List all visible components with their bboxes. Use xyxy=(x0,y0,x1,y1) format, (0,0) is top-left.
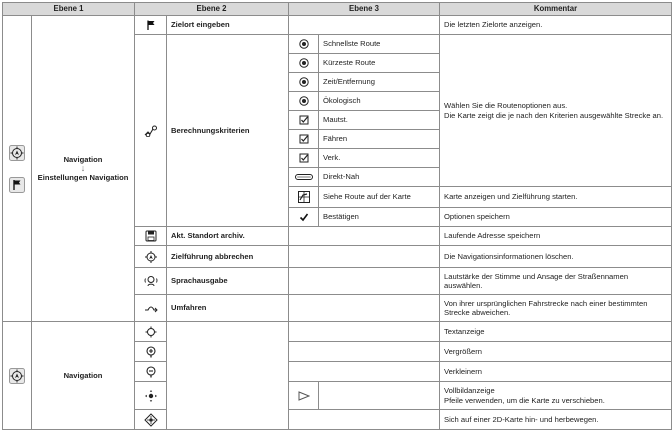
play-triangle-icon[interactable] xyxy=(289,382,319,410)
2d-map-comment: Sich auf einer 2D-Karte hin- und herbewegen. xyxy=(440,410,672,430)
abbrechen-label[interactable]: Zielführung abbrechen xyxy=(167,246,289,268)
fullscreen-level3-empty xyxy=(319,382,440,410)
option-direkt-nah[interactable]: Direkt-Nah xyxy=(319,168,440,187)
zoom-in-comment: Vergrößern xyxy=(440,342,672,362)
checkbox-icon[interactable] xyxy=(289,111,319,130)
detour-icon xyxy=(144,303,158,313)
header-kommentar: Kommentar xyxy=(440,3,672,16)
zielort-label[interactable]: Zielort eingeben xyxy=(167,16,289,35)
zoom-in-row[interactable] xyxy=(135,342,167,362)
map-route-comment: Karte anzeigen und Zielführung starten. xyxy=(440,187,672,208)
route-criteria-icon xyxy=(144,125,158,137)
checkbox-icon[interactable] xyxy=(289,149,319,168)
navigation-compass-icon xyxy=(9,145,25,161)
map-route-icon[interactable] xyxy=(289,187,319,208)
umfahren-comment: Von ihrer ursprünglichen Fahrstrecke nach einer bestimmten Strecke abweichen. xyxy=(440,295,672,322)
sprache-label[interactable]: Sprachausgabe xyxy=(167,268,289,295)
flag-icon xyxy=(9,177,25,193)
option-schnellste-route[interactable]: Schnellste Route xyxy=(319,35,440,54)
zoom-in-icon xyxy=(145,346,157,358)
option-verk[interactable]: Verk. xyxy=(319,149,440,168)
berechnung-icon-cell xyxy=(135,35,167,227)
zoom-out-comment: Verkleinern xyxy=(440,362,672,382)
save-disk-icon xyxy=(145,230,157,242)
header-ebene-2: Ebene 2 xyxy=(135,3,289,16)
section1-icons xyxy=(3,16,32,322)
2d-map-row[interactable] xyxy=(135,410,167,430)
menu-table xyxy=(2,2,672,430)
standort-level3-empty xyxy=(289,227,440,246)
abbrechen-row xyxy=(135,246,167,268)
standort-row xyxy=(135,227,167,246)
umfahren-row xyxy=(135,295,167,322)
header-ebene-3: Ebene 3 xyxy=(289,3,440,16)
berechnung-comment-line1: Wählen Sie die Routenoptionen aus. xyxy=(444,101,568,111)
level1-title: Navigation xyxy=(63,154,103,164)
move-map-row[interactable] xyxy=(135,382,167,410)
zielort-level3-empty xyxy=(289,16,440,35)
standort-comment: Laufende Adresse speichern xyxy=(440,227,672,246)
abbrechen-level3-empty xyxy=(289,246,440,268)
checkbox-icon[interactable] xyxy=(289,130,319,149)
crosshair-row[interactable] xyxy=(135,322,167,342)
radio-icon[interactable] xyxy=(289,92,319,111)
radio-icon[interactable] xyxy=(289,54,319,73)
option-faehren[interactable]: Fähren xyxy=(319,130,440,149)
header-ebene-1: Ebene 1 xyxy=(3,3,135,16)
move-map-comment-line2: Pfeile verwenden, um die Karte zu verschieben. xyxy=(444,395,605,405)
umfahren-level3-empty xyxy=(289,295,440,322)
2d-map-icon xyxy=(144,413,158,427)
down-arrow-icon: ↓ xyxy=(80,163,86,173)
checkmark-icon[interactable] xyxy=(289,208,319,227)
confirm-comment: Optionen speichern xyxy=(440,208,672,227)
sprache-row xyxy=(135,268,167,295)
option-kuerzeste-route[interactable]: Kürzeste Route xyxy=(319,54,440,73)
crosshair-comment: Textanzeige xyxy=(440,322,672,342)
map-route-label[interactable]: Siehe Route auf der Karte xyxy=(319,187,440,208)
crosshair-level3-empty xyxy=(289,322,440,342)
zielort-row xyxy=(135,16,167,35)
sprache-comment: Lautstärke der Stimme und Ansage der Straßennamen auswählen. xyxy=(440,268,672,295)
confirm-label[interactable]: Bestätigen xyxy=(319,208,440,227)
voice-icon xyxy=(144,275,158,287)
zoom-out-row[interactable] xyxy=(135,362,167,382)
flag-icon xyxy=(145,19,157,31)
zielort-comment: Die letzten Zielorte anzeigen. xyxy=(440,16,672,35)
level1-navigation-settings[interactable] xyxy=(32,16,135,322)
berechnung-label[interactable]: Berechnungskriterien xyxy=(167,35,289,227)
section2-level2-empty xyxy=(167,322,289,430)
sprache-level3-empty xyxy=(289,268,440,295)
header-row xyxy=(3,3,672,16)
option-mautst[interactable]: Mautst. xyxy=(319,111,440,130)
move-map-comment xyxy=(440,382,672,410)
level1-subtitle: Einstellungen Navigation xyxy=(37,173,129,182)
crosshair-icon xyxy=(145,326,157,338)
level1-navigation[interactable]: Navigation xyxy=(32,322,135,430)
option-oekologisch[interactable]: Ökologisch xyxy=(319,92,440,111)
zoom-out-icon xyxy=(145,366,157,378)
option-zeit-entfernung[interactable]: Zeit/Entfernung xyxy=(319,73,440,92)
2d-map-level3-empty xyxy=(289,410,440,430)
umfahren-label[interactable]: Umfahren xyxy=(167,295,289,322)
section2-icon-cell xyxy=(3,322,32,430)
move-map-comment-line1: Vollbildanzeige xyxy=(444,386,495,396)
zoom-out-level3-empty xyxy=(289,362,440,382)
standort-label[interactable]: Akt. Standort archiv. xyxy=(167,227,289,246)
slider-icon[interactable] xyxy=(289,168,319,187)
move-map-icon xyxy=(144,389,158,403)
radio-icon[interactable] xyxy=(289,73,319,92)
zoom-in-level3-empty xyxy=(289,342,440,362)
radio-icon[interactable] xyxy=(289,35,319,54)
abbrechen-comment: Die Navigationsinformationen löschen. xyxy=(440,246,672,268)
berechnung-comment-line2: Die Karte zeigt die je nach den Kriterien ausgewählte Strecke an. xyxy=(444,110,664,120)
berechnung-comment xyxy=(440,35,672,187)
navigation-compass-icon xyxy=(9,368,25,384)
navigation-compass-icon xyxy=(144,250,158,264)
